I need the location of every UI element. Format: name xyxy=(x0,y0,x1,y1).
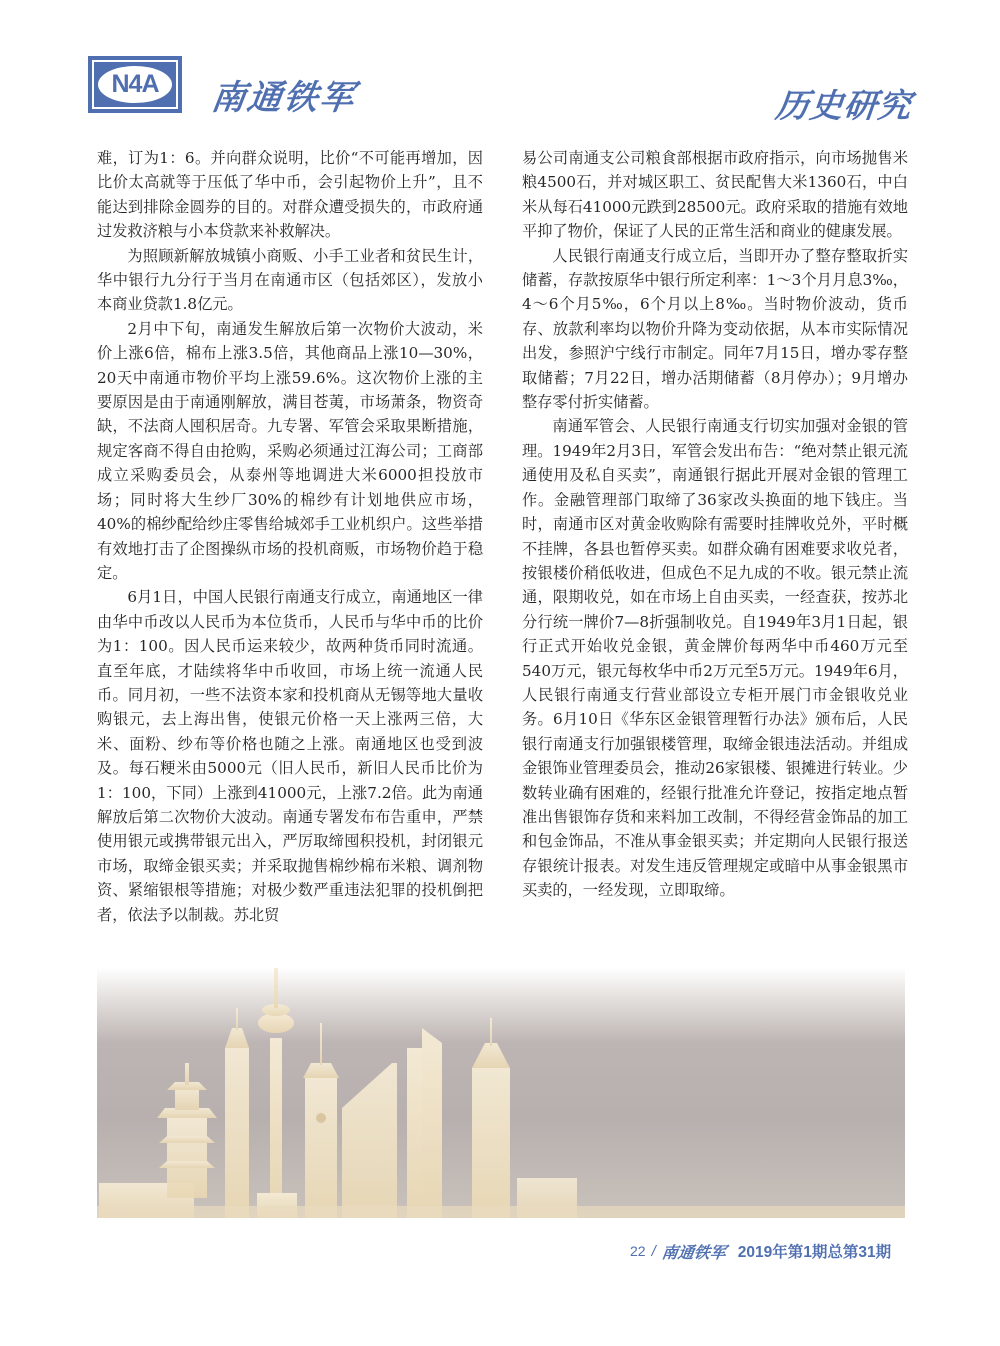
paragraph: 难，订为1：6。并向群众说明，比价“不可能再增加，因比价太高就等于压低了华中币，会引起物价上升”，且不能达到排除金圆券的目的。对群众遭受损失的，市政府通过发救济粮与小本贷款来补救解决。 xyxy=(97,149,483,241)
paragraph: 易公司南通支公司粮食部根据市政府指示，向市场抛售米粮4500石，并对城区职工、贫民配售大米1360石，中白米从每石41000元跌到28500元。政府采取的措施有效地平抑了物价，保证了人民的正常生活和商业的健康发展。 xyxy=(522,149,908,241)
n4a-logo xyxy=(88,56,182,113)
magazine-brand: 南通铁军 xyxy=(208,78,359,118)
paragraph: 2月中下旬，南通发生解放后第一次物价大波动，米价上涨6倍，棉布上涨3.5倍，其他商品上涨10—30%，20天中南通市物价平均上涨59.6%。这次物价上涨的主要原因是由于南通刚解放，满目苍荑，市场萧条，物资奇缺，不法商人囤积居奇。九专署、军管会采取果断措施，规定客商不得自由抢购，采购必须通过江海公司；工商部成立采购委员会，从泰州等地调进大米6000担投放市场；同时将大生纱厂30%的棉纱有计划地供应市场，40%的棉纱配给纱庄零售给城郊手工业机织户。这些举措有效地打击了企图操纵市场的投机商贩，市场物价趋于稳定。 xyxy=(97,319,483,582)
paragraph: 为照顾新解放城镇小商贩、小手工业者和贫民生计，华中银行九分行于当月在南通市区（包括郊区），发放小本商业贷款1.8亿元。 xyxy=(97,246,483,314)
page-number: 22 xyxy=(630,1243,646,1259)
left-column xyxy=(97,146,483,927)
section-title: 历史研究 xyxy=(773,86,914,125)
issue-info: 2019年第1期总第31期 xyxy=(737,1244,892,1261)
logo-text: N4A xyxy=(98,66,172,103)
paragraph: 6月1日，中国人民银行南通支行成立，南通地区一律由华中币改以人民币为本位货币，人民币与华中币的比价为1：100。因人民币运来较少，故两种货币同时流通。直至年底，才陆续将华中币收回，市场上统一流通人民币。同月初，一些不法资本家和投机商从无锡等地大量收购银元，去上海出售，使银元价格一天上涨两三倍，大米、面粉、纱布等价格也随之上涨。南通地区也受到波及。每石粳米由5000元（旧人民币，新旧人民币比价为1：100，下同）上涨到41000元，上涨7.2倍。此为南通解放后第二次物价大波动。南通专署发布布告重申，严禁使用银元或携带银元出入，严厉取缔囤积投机，封闭银元市场，取缔金银买卖；并采取抛售棉纱棉布米粮、调剂物资、紧缩银根等措施；对极少数严重违法犯罪的投机倒把者，依法予以制裁。苏北贸 xyxy=(97,588,483,924)
footer-brand: 南通铁军 xyxy=(660,1242,727,1262)
footer-separator: / xyxy=(651,1242,656,1260)
skyline-icon xyxy=(97,968,905,1218)
page-footer xyxy=(630,1239,891,1263)
page-header xyxy=(0,0,1000,140)
city-skyline-illustration xyxy=(97,968,905,1218)
right-column xyxy=(522,146,908,903)
paragraph: 人民银行南通支行成立后，当即开办了整存整取折实储蓄，存款按原华中银行所定利率：1～3个月月息3‰，4～6个月5‰，6个月以上8‰。当时物价波动，货币存、放款利率均以物价升降为变动依据，从本市实际情况出发，参照沪宁线行市制定。同年7月15日，增办零存整取储蓄；7月22日，增办活期储蓄（8月停办）；9月增办整存零付折实储蓄。 xyxy=(522,246,908,412)
paragraph: 南通军管会、人民银行南通支行切实加强对金银的管理。1949年2月3日，军管会发出布告：“绝对禁止银元流通使用及私自买卖”，南通银行据此开展对金银的管理工作。金融管理部门取缔了36家改头换面的地下钱庄。当时，南通市区对黄金收购除有需要时挂牌收兑外，平时概不挂牌，各县也暂停买卖。如群众确有困难要求收兑者，按银楼价稍低收进，但成色不足九成的不收。银元禁止流通，限期收兑，如在市场上自由买卖，一经查获，按苏北分行统一牌价7—8折强制收兑。自1949年3月1日起，银行正式开始收兑金银，黄金牌价每两华中币460万元至540万元，银元每枚华中币2万元至5万元。1949年6月，人民银行南通支行营业部设立专柜开展门市金银收兑业务。6月10日《华东区金银管理暂行办法》颁布后，人民银行南通支行加强银楼管理，取缔金银违法活动。并组成金银饰业管理委员会，推动26家银楼、银摊进行转业。少数转业确有困难的，经银行批准允许登记，按指定地点暂准出售银饰存货和来料加工改制，不得经营金饰品的加工和包金饰品，不准从事金银买卖；并定期向人民银行报送存银统计报表。对发生违反管理规定或暗中从事金银黑市买卖的，一经发现，立即取缔。 xyxy=(522,417,908,900)
